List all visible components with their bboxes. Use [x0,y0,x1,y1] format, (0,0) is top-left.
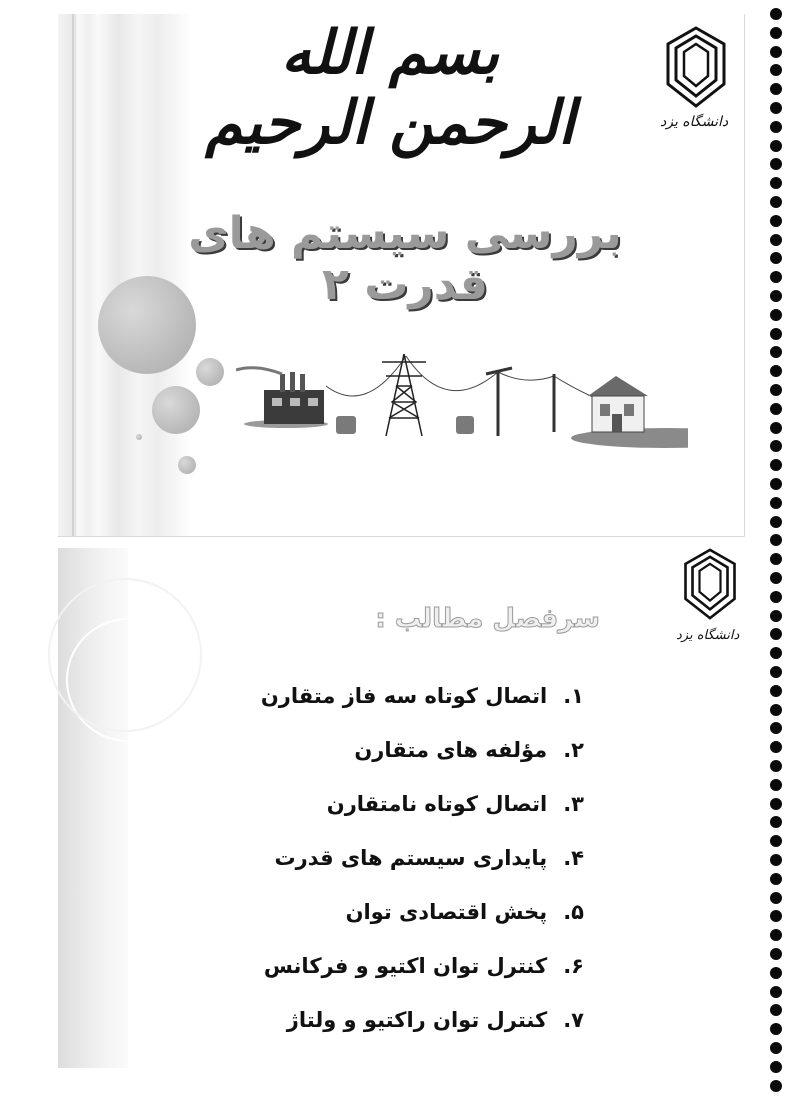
binding-hole [770,685,782,697]
list-item-number: ۳. [563,792,584,816]
decorative-circle-medium-2 [152,386,200,434]
binding-hole [770,534,782,546]
power-grid-illustration [236,346,688,456]
binding-hole [770,704,782,716]
binding-hole [770,572,782,584]
decorative-circle-medium [196,358,224,386]
binding-hole [770,610,782,622]
binding-hole [770,27,782,39]
utility-pole-icon [486,368,554,436]
binding-hole [770,666,782,678]
binding-hole [770,741,782,753]
university-caption: دانشگاه یزد [676,628,740,643]
binding-hole [770,215,782,227]
list-item [164,782,584,836]
binding-hole [770,1080,782,1092]
binding-hole [770,346,782,358]
binding-hole [770,158,782,170]
decorative-circle-dot [136,434,142,440]
binding-hole [770,403,782,415]
list-item-number: ۲. [563,738,584,762]
binding-hole [770,929,782,941]
course-title: بررسی سیستم های قدرت ۲ [188,208,622,310]
list-item [164,674,584,728]
house-icon [588,376,648,432]
binding-hole [770,252,782,264]
binding-hole [770,102,782,114]
binding-hole [770,64,782,76]
binding-hole [770,873,782,885]
binding-hole [770,516,782,528]
decorative-circle-small [178,456,196,474]
binding-hole [770,83,782,95]
list-item-label: مؤلفه های متقارن [354,738,548,762]
binding-hole [770,1042,782,1054]
binding-hole [770,628,782,640]
binding-hole [770,910,782,922]
list-item [164,728,584,782]
binding-hole [770,478,782,490]
list-item-number: ۵. [563,900,584,924]
binding-hole [770,440,782,452]
transmission-tower-icon [382,354,426,436]
binding-hole [770,271,782,283]
binding-hole [770,234,782,246]
binding-hole [770,835,782,847]
binding-hole [770,46,782,58]
binding-hole [770,986,782,998]
binding-hole [770,816,782,828]
list-item-number: ۷. [563,1008,584,1032]
binding-hole [770,196,782,208]
binding-hole [770,647,782,659]
binding-hole [770,121,782,133]
list-item-number: ۴. [563,846,584,870]
binding-hole [770,854,782,866]
list-item-label: اتصال کوتاه نامتقارن [326,792,548,816]
binding-hole [770,328,782,340]
list-item [164,890,584,944]
list-item [164,998,584,1052]
university-caption: دانشگاه یزد [660,114,729,130]
list-item-number: ۶. [563,954,584,978]
list-item-label: پخش اقتصادی توان [345,900,548,924]
basmala-calligraphy: بسم الله الرحمن الرحیم [205,18,575,158]
binding-hole [770,422,782,434]
binding-hole [770,779,782,791]
list-item [164,836,584,890]
binding-hole [770,459,782,471]
binding-hole [770,1061,782,1073]
binding-hole [770,553,782,565]
table-of-contents [164,674,584,1052]
binding-hole [770,140,782,152]
list-item-label: اتصال کوتاه سه فاز متقارن [260,684,548,708]
binding-hole [770,8,782,20]
binding-hole [770,1004,782,1016]
list-item-number: ۱. [563,684,584,708]
list-item-label: کنترل توان اکتیو و فرکانس [263,954,548,978]
list-item [164,944,584,998]
binding-hole [770,309,782,321]
binding-hole [770,967,782,979]
power-plant-icon [236,368,324,424]
binding-hole [770,365,782,377]
university-logo-icon [682,548,738,620]
university-logo-icon [664,26,728,108]
binding-holes [766,0,786,1103]
list-item-label: پایداری سیستم های قدرت [274,846,548,870]
list-item-label: کنترل توان راکتیو و ولتاژ [286,1008,548,1032]
binding-hole [770,591,782,603]
binding-hole [770,948,782,960]
contents-heading: سرفصل مطالب : [375,604,600,634]
binding-hole [770,290,782,302]
binding-hole [770,760,782,772]
binding-hole [770,798,782,810]
binding-hole [770,1023,782,1035]
binding-hole [770,177,782,189]
binding-hole [770,892,782,904]
binding-hole [770,722,782,734]
binding-hole [770,497,782,509]
binding-hole [770,384,782,396]
